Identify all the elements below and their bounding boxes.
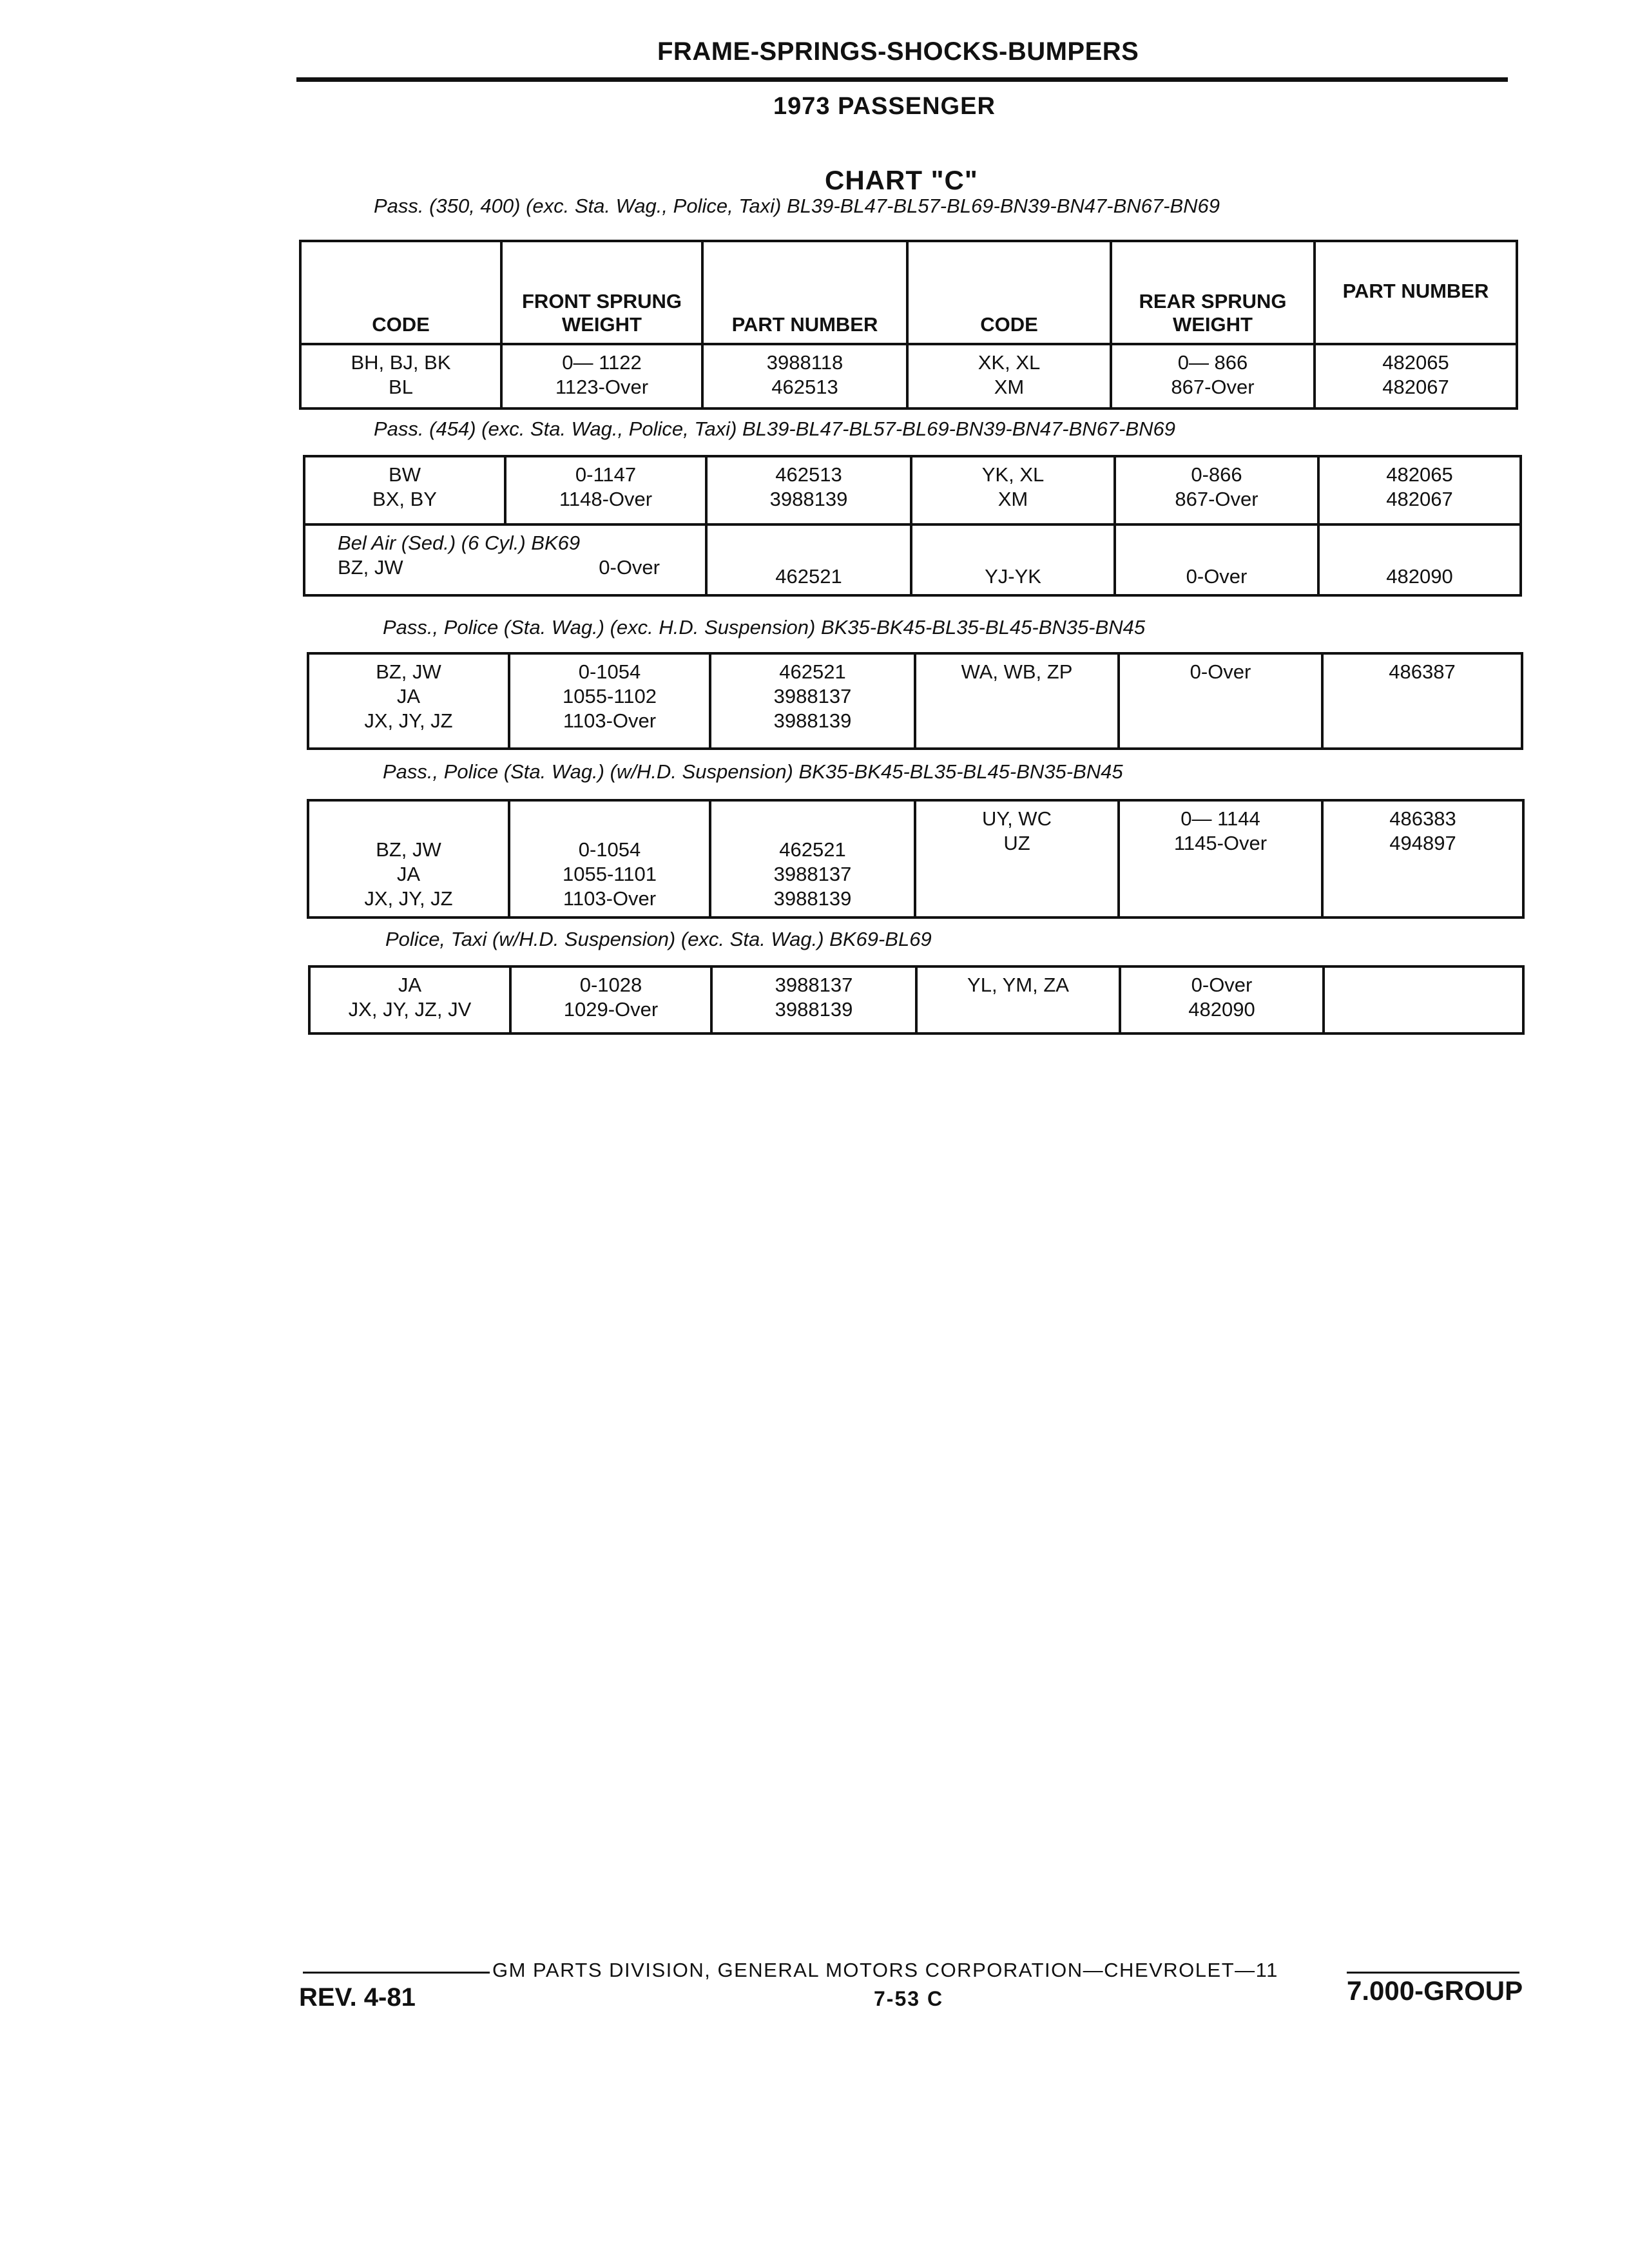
front-weight-cell: 0-1028 1029-Over — [510, 966, 711, 1033]
page-subtitle: 1973 PASSENGER — [773, 93, 996, 120]
col-header-code: CODE — [907, 241, 1111, 344]
table-row — [300, 344, 1517, 408]
rear-part-cell: 482065 482067 — [1315, 344, 1517, 408]
col-header-part-number: PART NUMBER — [702, 241, 907, 344]
section-title: FRAME-SPRINGS-SHOCKS-BUMPERS — [657, 37, 1139, 66]
col-header-code: CODE — [300, 241, 501, 344]
footer-group: 7.000-GROUP — [1347, 1975, 1523, 2006]
rear-part-cell: 486383 494897 — [1322, 800, 1523, 918]
rear-part-cell — [1324, 966, 1523, 1033]
rear-weight-cell: 0-866 867-Over — [1115, 456, 1318, 524]
front-weight-value: 0-Over — [599, 556, 660, 579]
table-row — [308, 800, 1523, 918]
front-part-cell: 462513 3988139 — [706, 456, 911, 524]
section2-caption: Pass. (454) (exc. Sta. Wag., Police, Taxi) BL39-BL47-BL57-BL69-BN39-BN47-BN67-BN69 — [374, 418, 1176, 440]
front-part-cell: 462521 3988137 3988139 — [710, 800, 915, 918]
table-row — [304, 456, 1521, 524]
front-code-cell: BH, BJ, BK BL — [300, 344, 501, 408]
rear-code-cell: UY, WC UZ — [915, 800, 1119, 918]
table-row — [309, 966, 1523, 1033]
section3-caption: Pass., Police (Sta. Wag.) (exc. H.D. Suspension) BK35-BK45-BL35-BL45-BN35-BN45 — [383, 616, 1146, 639]
bel-air-cell — [304, 524, 706, 595]
rear-weight-cell: 0-Over 482090 — [1120, 966, 1324, 1033]
rear-part-cell: 482090 — [1318, 524, 1521, 595]
col-header-rear-sprung-weight: REAR SPRUNG WEIGHT — [1111, 241, 1315, 344]
table-section1 — [299, 240, 1518, 410]
col-header-part-number: PART NUMBER — [1315, 241, 1517, 344]
bel-air-note: Bel Air (Sed.) (6 Cyl.) BK69 — [338, 532, 581, 554]
front-weight-cell: 0— 1122 1123-Over — [501, 344, 702, 408]
front-part-cell: 3988137 3988139 — [711, 966, 916, 1033]
rear-weight-cell: 0— 866 867-Over — [1111, 344, 1315, 408]
front-part-cell: 3988118 462513 — [702, 344, 907, 408]
footer-revision: REV. 4-81 — [299, 1983, 416, 2012]
section1-caption: Pass. (350, 400) (exc. Sta. Wag., Police, Taxi) BL39-BL47-BL57-BL69-BN39-BN47-BN67-BN69 — [374, 195, 1220, 217]
rear-weight-cell: 0-Over — [1115, 524, 1318, 595]
front-code-cell: BZ, JW JA JX, JY, JZ — [308, 800, 509, 918]
rear-weight-cell: 0-Over — [1119, 653, 1322, 749]
table-row — [308, 653, 1522, 749]
table-row — [304, 524, 1521, 595]
rear-part-cell: 482065 482067 — [1318, 456, 1521, 524]
chart-title: CHART "C" — [825, 165, 978, 195]
front-part-cell: 462521 — [706, 524, 911, 595]
section5-caption: Police, Taxi (w/H.D. Suspension) (exc. Sta. Wag.) BK69-BL69 — [385, 928, 932, 950]
front-code-value: BZ, JW — [338, 556, 403, 579]
rear-code-cell: YJ-YK — [911, 524, 1115, 595]
col-header-front-sprung-weight: FRONT SPRUNG WEIGHT — [501, 241, 702, 344]
rear-code-cell: XK, XL XM — [907, 344, 1111, 408]
rear-weight-cell: 0— 1144 1145-Over — [1119, 800, 1322, 918]
front-weight-cell: 0-1054 1055-1102 1103-Over — [509, 653, 710, 749]
rear-code-cell: WA, WB, ZP — [915, 653, 1119, 749]
table-section5 — [308, 965, 1525, 1035]
table-section4 — [307, 799, 1525, 919]
section4-caption: Pass., Police (Sta. Wag.) (w/H.D. Suspension) BK35-BK45-BL35-BL45-BN35-BN45 — [383, 760, 1123, 783]
footer-division: GM PARTS DIVISION, GENERAL MOTORS CORPORATION—CHEVROLET—11 — [492, 1959, 1278, 1981]
table-header-row — [300, 241, 1517, 344]
rear-code-cell: YL, YM, ZA — [916, 966, 1120, 1033]
front-code-cell: BZ, JW JA JX, JY, JZ — [308, 653, 509, 749]
table-section2 — [303, 455, 1522, 597]
footer-rule-left — [303, 1972, 490, 1974]
front-part-cell: 462521 3988137 3988139 — [710, 653, 915, 749]
rear-part-cell: 486387 — [1322, 653, 1522, 749]
table-section3 — [307, 652, 1523, 750]
front-code-cell: BW BX, BY — [304, 456, 505, 524]
header-rule — [296, 77, 1508, 82]
front-weight-cell: 0-1054 1055-1101 1103-Over — [509, 800, 710, 918]
footer-page-code: 7-53 C — [874, 1987, 944, 2010]
front-code-cell: JA JX, JY, JZ, JV — [309, 966, 510, 1033]
footer-rule-right — [1347, 1972, 1519, 1974]
front-weight-cell: 0-1147 1148-Over — [505, 456, 706, 524]
rear-code-cell: YK, XL XM — [911, 456, 1115, 524]
